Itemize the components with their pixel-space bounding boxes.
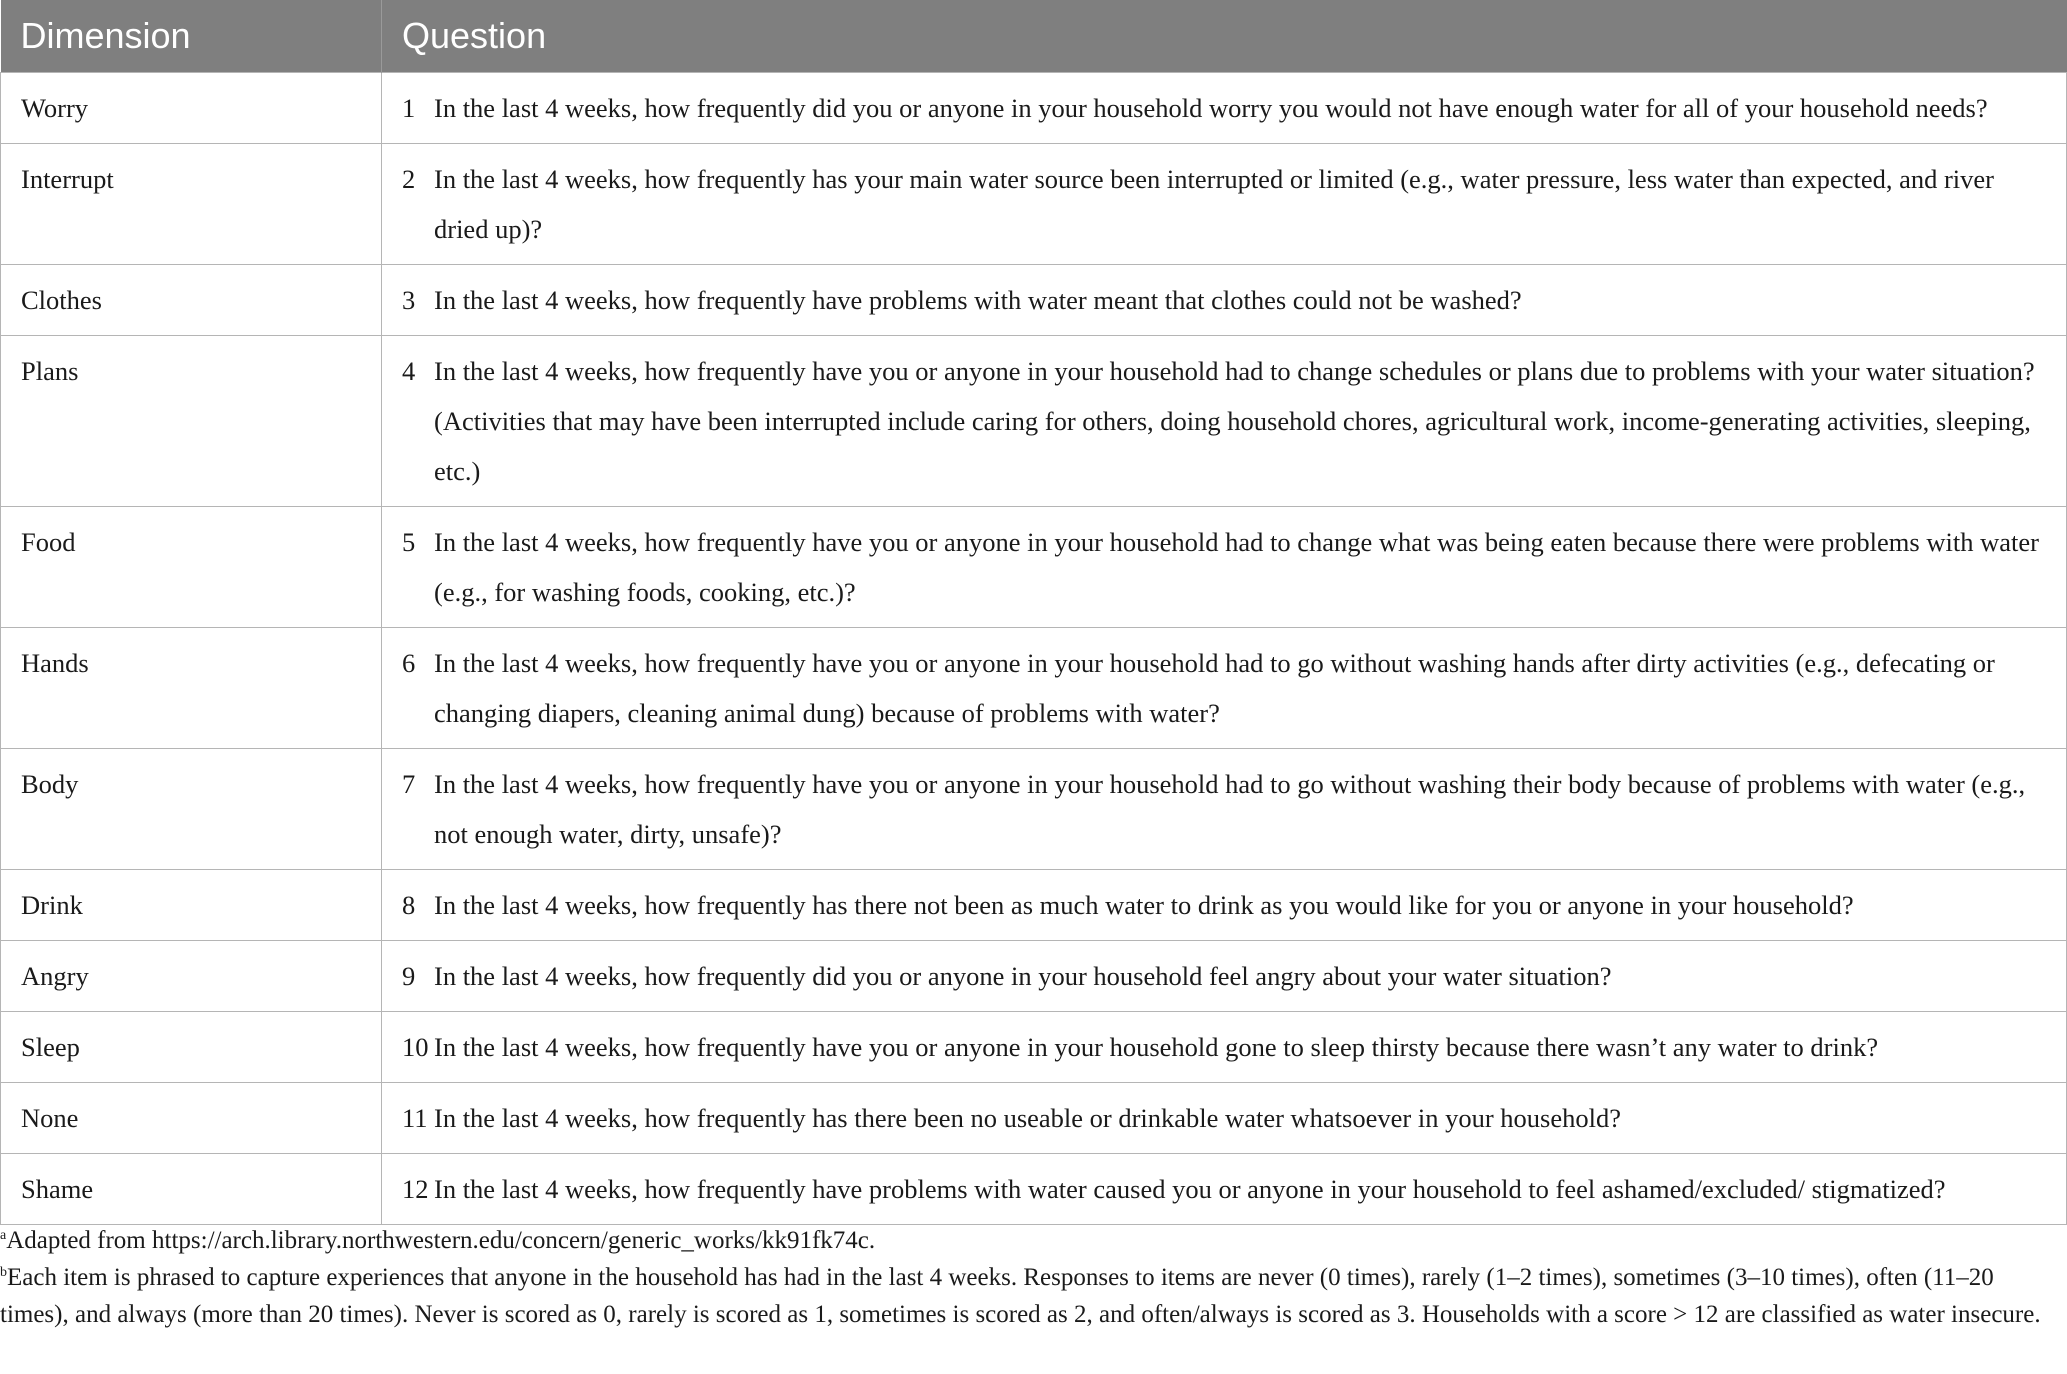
question-number: 5 [402,527,416,557]
question-number: 8 [402,890,416,920]
footnote-marker: a [0,1228,7,1243]
dimension-cell: Sleep [1,1012,382,1083]
footnote-b [0,1259,2060,1333]
question-text: In the last 4 weeks, how frequently have you or anyone in your household had to go without washing hands after dirty activities (e.g., defecating or changing diapers, cleaning animal dung) because of problems with water? [434,648,1995,728]
question-number: 12 [402,1174,429,1204]
dimension-cell: Drink [1,870,382,941]
question-cell [382,1154,2067,1225]
question-number: 2 [402,164,416,194]
question-cell [382,1012,2067,1083]
dimension-cell: Hands [1,628,382,749]
question-cell [382,628,2067,749]
dimension-cell: Angry [1,941,382,1012]
question-number: 10 [402,1032,429,1062]
question-text: In the last 4 weeks, how frequently have you or anyone in your household had to go without washing their body because of problems with water (e.g., not enough water, dirty, unsafe)? [434,769,2026,849]
column-header-question: Question [382,0,2067,73]
question-text: In the last 4 weeks, how frequently has there been no useable or drinkable water whatsoever in your household? [434,1103,1621,1133]
dimension-cell: Clothes [1,265,382,336]
question-text: In the last 4 weeks, how frequently has your main water source been interrupted or limited (e.g., water pressure, less water than expected, and river dried up)? [434,164,1994,244]
dimension-cell: Body [1,749,382,870]
question-cell [382,870,2067,941]
question-cell [382,144,2067,265]
question-number: 3 [402,285,416,315]
question-text: In the last 4 weeks, how frequently has there not been as much water to drink as you would like for you or anyone in your household? [434,890,1854,920]
table-row [1,1154,2067,1225]
question-cell [382,941,2067,1012]
footnote-text: Adapted from https://arch.library.northwestern.edu/concern/generic_works/kk91fk74c. [6,1227,876,1254]
question-cell [382,336,2067,507]
table-row [1,336,2067,507]
question-cell [382,265,2067,336]
footnote-text: Each item is phrased to capture experiences that anyone in the household has had in the last 4 weeks. Responses to items are never (0 times), rarely (1–2 times), sometimes (3–10 times), often (11–20 times), and always (more than 20 times). Never is scored as 0, rarely is scored as 1, sometimes is scored as 2, and often/always is scored as 3. Households with a score > 12 are classified as water insecure. [0,1264,2041,1328]
table-row [1,265,2067,336]
question-number: 9 [402,961,416,991]
question-cell [382,507,2067,628]
table-row [1,507,2067,628]
table-row [1,1083,2067,1154]
table-row [1,144,2067,265]
question-cell [382,73,2067,144]
dimension-cell: Plans [1,336,382,507]
table-row [1,73,2067,144]
question-text: In the last 4 weeks, how frequently have you or anyone in your household gone to sleep thirsty because there wasn’t any water to drink? [434,1032,1879,1062]
question-text: In the last 4 weeks, how frequently did you or anyone in your household worry you would not have enough water for all of your household needs? [434,93,1988,123]
table-header-row [1,0,2067,73]
question-text: In the last 4 weeks, how frequently have you or anyone in your household had to change schedules or plans due to problems with your water situation? (Activities that may have been interrupted include caring for others, doing household chores, agricultural work, income-generating activities, sleeping, etc.) [434,356,2035,486]
table-row [1,870,2067,941]
table-row [1,1012,2067,1083]
dimension-cell: Interrupt [1,144,382,265]
column-header-dimension: Dimension [1,0,382,73]
question-number: 11 [402,1103,428,1133]
table-row [1,749,2067,870]
question-text: In the last 4 weeks, how frequently have you or anyone in your household had to change what was being eaten because there were problems with water (e.g., for washing foods, cooking, etc.)? [434,527,2039,607]
footnote-marker: b [0,1265,7,1280]
table-row [1,628,2067,749]
question-cell [382,1083,2067,1154]
table-row [1,941,2067,1012]
dimension-cell: Shame [1,1154,382,1225]
dimension-cell: Food [1,507,382,628]
question-text: In the last 4 weeks, how frequently did you or anyone in your household feel angry about your water situation? [434,961,1612,991]
dimension-cell: None [1,1083,382,1154]
question-number: 1 [402,93,416,123]
question-number: 4 [402,356,416,386]
question-text: In the last 4 weeks, how frequently have problems with water meant that clothes could not be washed? [434,285,1522,315]
question-text: In the last 4 weeks, how frequently have problems with water caused you or anyone in your household to feel ashamed/excluded/ stigmatized? [434,1174,1946,1204]
question-number: 7 [402,769,416,799]
table-footnotes [0,1222,2060,1333]
dimension-cell: Worry [1,73,382,144]
footnote-a [0,1222,2060,1259]
question-cell [382,749,2067,870]
question-number: 6 [402,648,416,678]
